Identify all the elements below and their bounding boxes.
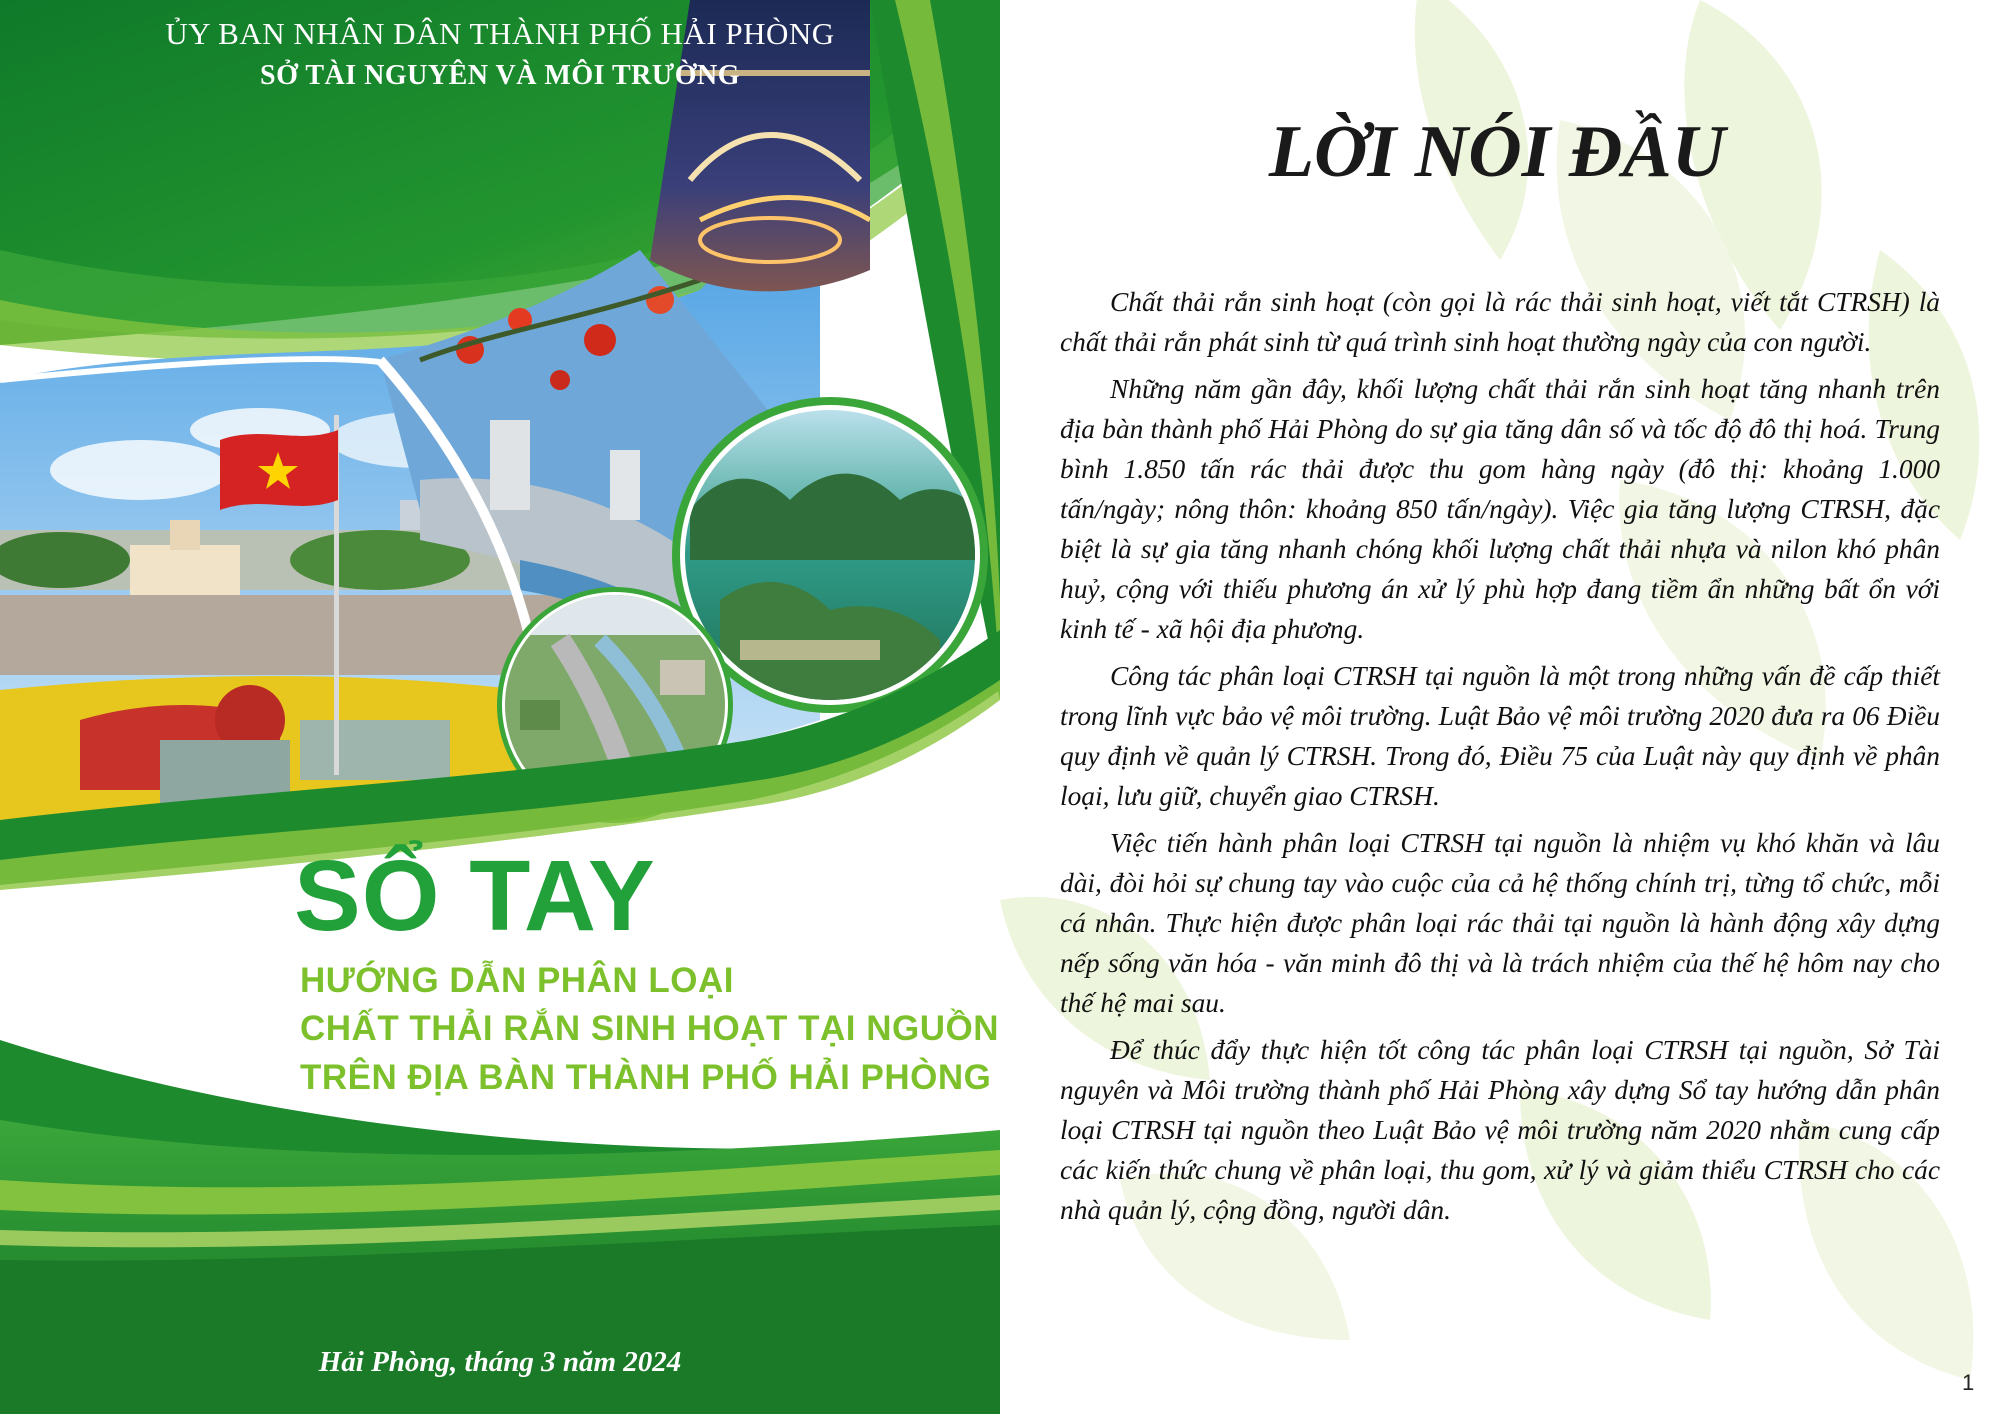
preface-paragraph: Để thúc đẩy thực hiện tốt công tác phân loại CTRSH tại nguồn, Sở Tài nguyên và Môi trường thành phố Hải Phòng xây dựng Sổ tay hướng dẫn phân loại CTRSH tại nguồn theo Luật Bảo vệ môi trường năm 2020 nhằm cung cấp các kiến thức chung về phân loại, thu gom, xử lý và giảm thiểu CTRSH cho các nhà quản lý, cộng đồng, người dân. — [1060, 1035, 1940, 1225]
preface-body — [1060, 282, 1940, 1237]
preface-page — [1000, 0, 2000, 1414]
preface-title: LỜI NÓI ĐẦU — [1268, 111, 1726, 193]
cover-subtitle-line: HƯỚNG DẪN PHÂN LOẠI — [300, 961, 734, 1000]
department-name: SỞ TÀI NGUYÊN VÀ MÔI TRƯỜNG — [260, 60, 740, 91]
page-number: 1 — [1962, 1370, 1975, 1395]
cover-subtitle-line: TRÊN ĐỊA BÀN THÀNH PHỐ HẢI PHÒNG — [300, 1058, 992, 1097]
preface-paragraph: Việc tiến hành phân loại CTRSH tại nguồn là nhiệm vụ khó khăn và lâu dài, đòi hỏi sự chung tay vào cuộc của cả hệ thống chính trị, từng tổ chức, mỗi cá nhân. Thực hiện được phân loại rác thải tại nguồn là hành động xây dựng nếp sống văn hóa - văn minh đô thị và là trách nhiệm của thế hệ hôm nay cho thế hệ mai sau. — [1060, 828, 1940, 1018]
cover-subtitle-line: CHẤT THẢI RẮN SINH HOẠT TẠI NGUỒN — [300, 1009, 999, 1048]
preface-paragraph: Chất thải rắn sinh hoạt (còn gọi là rác thải sinh hoạt, viết tắt CTRSH) là chất thải rắn phát sinh từ quá trình sinh hoạt thường ngày của con người. — [1060, 287, 1940, 357]
preface-paragraph: Công tác phân loại CTRSH tại nguồn là một trong những vấn đề cấp thiết trong lĩnh vực bảo vệ môi trường. Luật Bảo vệ môi trường 2020 đưa ra 06 Điều quy định về quản lý CTRSH. Trong đó, Điều 75 của Luật này quy định về phân loại, lưu giữ, chuyển giao CTRSH. — [1060, 661, 1940, 811]
cover-title: SỔ TAY — [294, 840, 656, 952]
organization-name: ỦY BAN NHÂN DÂN THÀNH PHỐ HẢI PHÒNG — [165, 16, 835, 51]
preface-paragraph: Những năm gần đây, khối lượng chất thải rắn sinh hoạt tăng nhanh trên địa bàn thành phố Hải Phòng do sự gia tăng dân số và tốc độ đô thị hoá. Trung bình 1.850 tấn rác thải được thu gom hàng ngày (đô thị: khoảng 1.000 tấn/ngày; nông thôn: khoảng 850 tấn/ngày). Việc gia tăng lượng CTRSH, đặc biệt là sự gia tăng nhanh chóng khối lượng chất thải nhựa và nilon khó phân huỷ, cộng với thiếu phương án xử lý phù hợp đang tiềm ẩn những bất ổn với kinh tế - xã hội địa phương. — [1060, 374, 1940, 644]
cover-date: Hải Phòng, tháng 3 năm 2024 — [318, 1346, 682, 1378]
